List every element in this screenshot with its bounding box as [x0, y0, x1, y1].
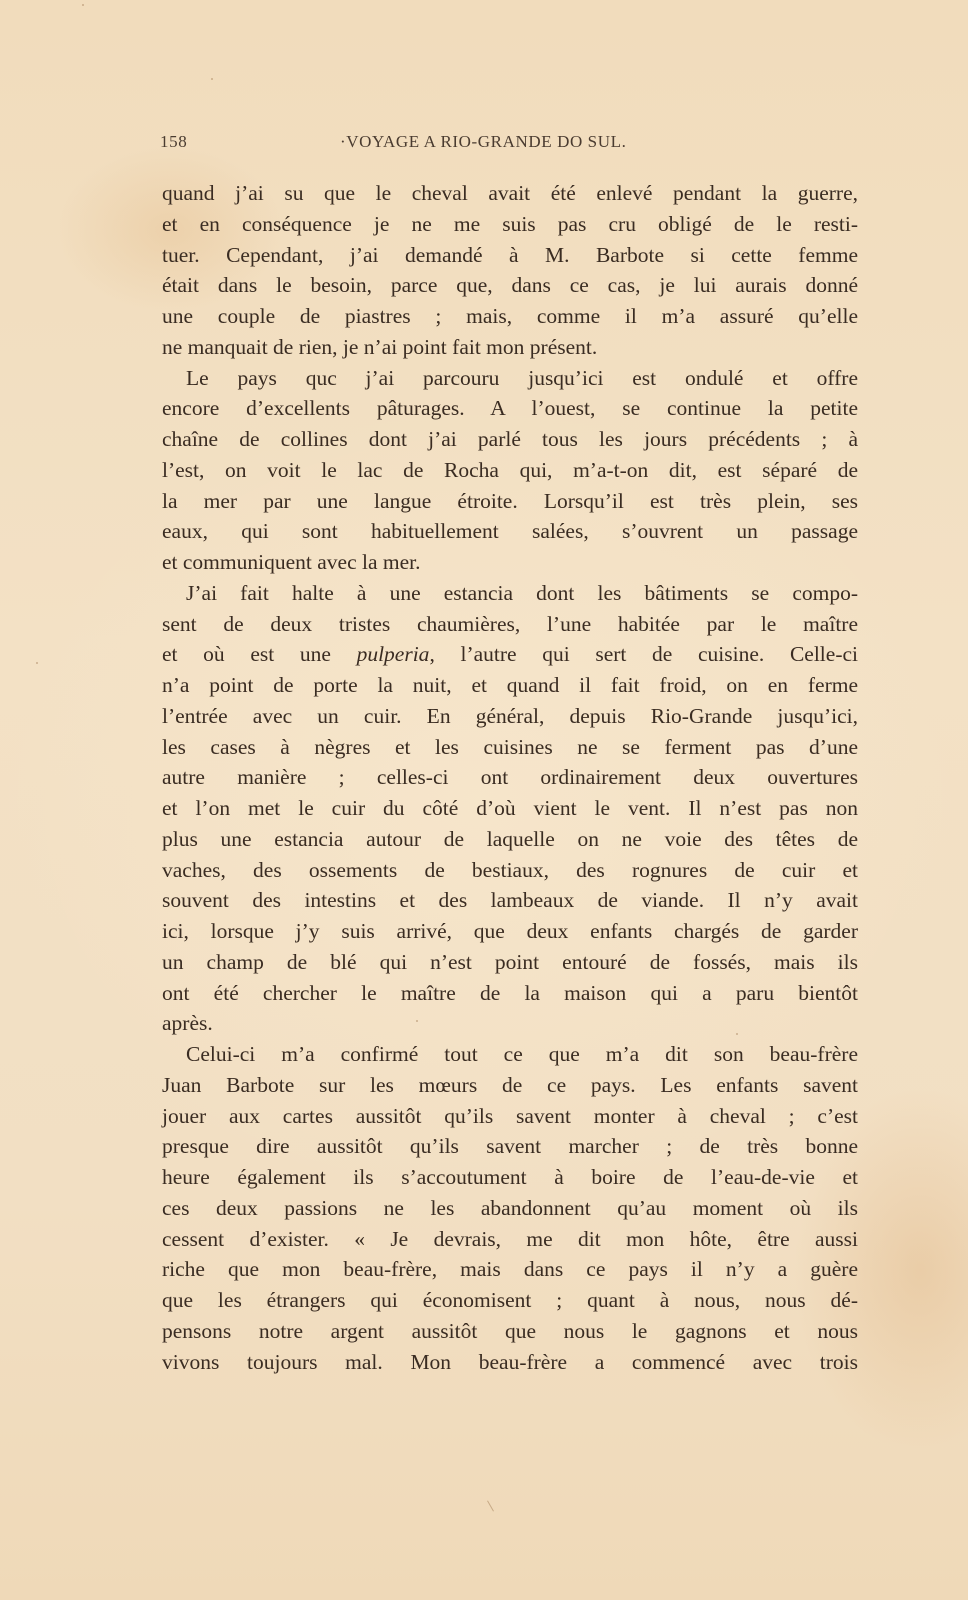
text-line: ces deux passions ne les abandonnent qu’au moment où ils: [162, 1195, 858, 1220]
paper-speck: [36, 662, 38, 664]
text-line: ici, lorsque j’y suis arrivé, que deux enfants chargés de garder: [162, 919, 858, 943]
text-line: heure également ils s’accoutument à boire de l’eau-de-vie et: [162, 1165, 858, 1189]
text-line: les cases à nègres et les cuisines ne se ferment pas d’une: [162, 734, 858, 759]
text-line: la mer par une langue étroite. Lorsqu’il est très plein, ses: [162, 488, 858, 513]
page-number: 158: [160, 132, 188, 151]
paper-speck: [416, 1020, 418, 1022]
running-title: ·VOYAGE A RIO-GRANDE DO SUL.: [340, 132, 627, 151]
text-line: ont été chercher le maître de la maison qui a paru bientôt: [162, 980, 858, 1005]
text-line: un champ de blé qui n’est point entouré de fossés, mais ils: [162, 949, 858, 974]
paper-speck: [736, 1033, 738, 1035]
text-line-with-italic: [162, 639, 858, 670]
text-line: Le pays quc j’ai parcouru jusqu’ici est ondulé et offre: [186, 365, 858, 390]
text-line: tuer. Cependant, j’ai demandé à M. Barbote si cette femme: [162, 242, 858, 267]
text-line: vivons toujours mal. Mon beau-frère a commencé avec trois: [162, 1349, 858, 1374]
text-line: presque dire aussitôt qu’ils savent marcher ; de très bonne: [162, 1134, 858, 1159]
text-line: eaux, qui sont habituellement salées, s’ouvrent un passage: [162, 519, 858, 544]
text-line: pensons notre argent aussitôt que nous le gagnons et nous: [162, 1318, 858, 1343]
line-segment: et où est une: [162, 642, 357, 667]
text-line: cessent d’exister. « Je devrais, me dit mon hôte, être aussi: [162, 1226, 858, 1251]
text-line: jouer aux cartes aussitôt qu’ils savent monter à cheval ; c’est: [162, 1103, 858, 1128]
text-line: l’est, on voit le lac de Rocha qui, m’a-t-on dit, est séparé de: [162, 457, 858, 482]
body-text: [162, 178, 858, 1377]
text-line: sent de deux tristes chaumières, l’une habitée par le maître: [162, 611, 858, 636]
text-line: chaîne de collines dont j’ai parlé tous les jours précédents ; à: [162, 427, 858, 451]
text-line: quand j’ai su que le cheval avait été enlevé pendant la guerre,: [162, 181, 858, 205]
paper-speck: [82, 4, 84, 6]
text-line: riche que mon beau-frère, mais dans ce pays il n’y a guère: [162, 1257, 858, 1282]
text-line: Celui-ci m’a confirmé tout ce que m’a dit son beau-frère: [186, 1042, 858, 1066]
text-line: souvent des intestins et des lambeaux de viande. Il n’y avait: [162, 888, 858, 913]
text-line: Juan Barbote sur les mœurs de ce pays. Les enfants savent: [162, 1072, 858, 1097]
text-line: et en conséquence je ne me suis pas cru obligé de le resti-: [162, 211, 858, 236]
italic-term-pulperia: pulperia: [356, 642, 430, 667]
text-line: n’a point de porte la nuit, et quand il fait froid, on en ferme: [162, 673, 858, 697]
text-line: plus une estancia autour de laquelle on ne voie des têtes de: [162, 826, 858, 851]
text-line: J’ai fait halte à une estancia dont les bâtiments se compo-: [186, 580, 858, 605]
text-line: et communiquent avec la mer.: [162, 550, 421, 574]
paper-fiber: [487, 1501, 494, 1512]
text-line: et l’on met le cuir du côté d’où vient le vent. Il n’est pas non: [162, 796, 858, 820]
text-line: était dans le besoin, parce que, dans ce cas, je lui aurais donné: [162, 273, 858, 298]
running-head: [160, 132, 872, 158]
text-line: ne manquait de rien, je n’ai point fait mon présent.: [162, 334, 598, 359]
text-line: vaches, des ossements de bestiaux, des rognures de cuir et: [162, 857, 858, 882]
line-segment: , l’autre qui sert de cuisine. Celle-ci: [429, 642, 858, 667]
text-line: une couple de piastres ; mais, comme il m’a assuré qu’elle: [162, 304, 858, 328]
text-line: après.: [162, 1011, 213, 1036]
paper-speck: [211, 78, 213, 80]
text-line: l’entrée avec un cuir. En général, depuis Rio-Grande jusqu’ici,: [162, 703, 858, 728]
text-line: que les étrangers qui économisent ; quant à nous, nous dé-: [162, 1288, 858, 1312]
text-line: autre manière ; celles-ci ont ordinairement deux ouvertures: [162, 765, 858, 790]
text-line: encore d’excellents pâturages. A l’ouest, se continue la petite: [162, 396, 858, 421]
